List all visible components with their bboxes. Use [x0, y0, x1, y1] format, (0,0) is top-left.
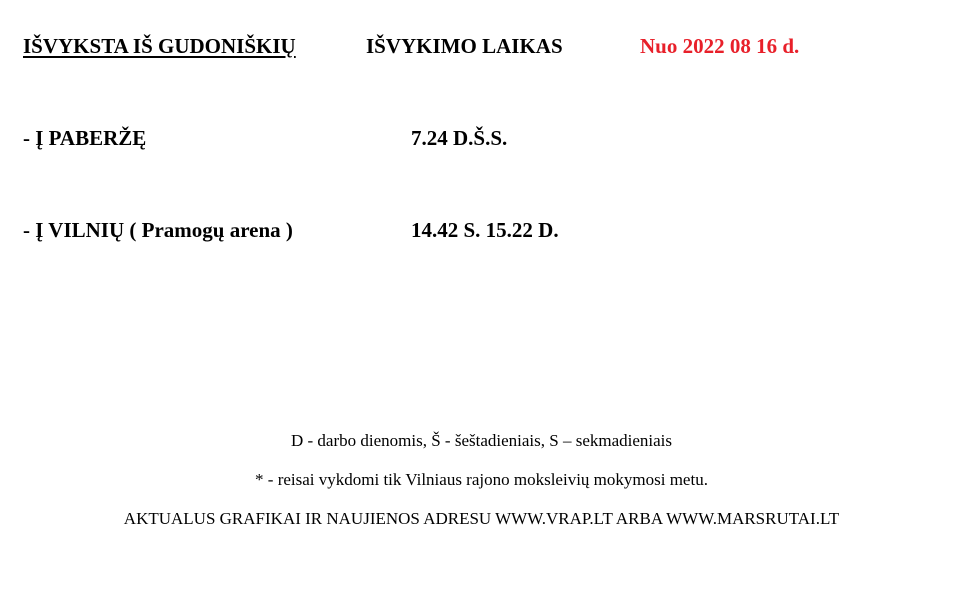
departure-time-heading: IŠVYKIMO LAIKAS	[366, 34, 563, 58]
footnote: * - reisai vykdomi tik Vilniaus rajono moksleivių mokymosi metu.	[255, 470, 708, 489]
valid-from-date: Nuo 2022 08 16 d.	[640, 34, 800, 58]
route-destination-vilnius: - Į VILNIŲ ( Pramogų arena )	[23, 218, 293, 242]
departure-location-heading: IŠVYKSTA IŠ GUDONIŠKIŲ	[23, 34, 296, 58]
day-legend: D - darbo dienomis, Š - šeštadieniais, S – sekmadieniais	[290, 431, 673, 450]
website-info: AKTUALUS GRAFIKAI IR NAUJIENOS ADRESU WWW.VRAP.LT ARBA WWW.MARSRUTAI.LT	[123, 509, 840, 528]
route-times-vilnius: 14.42 S. 15.22 D.	[411, 218, 559, 242]
route-times-paberze: 7.24 D.Š.S.	[411, 126, 508, 150]
route-destination-paberze: - Į PABERŽĘ	[23, 126, 147, 150]
